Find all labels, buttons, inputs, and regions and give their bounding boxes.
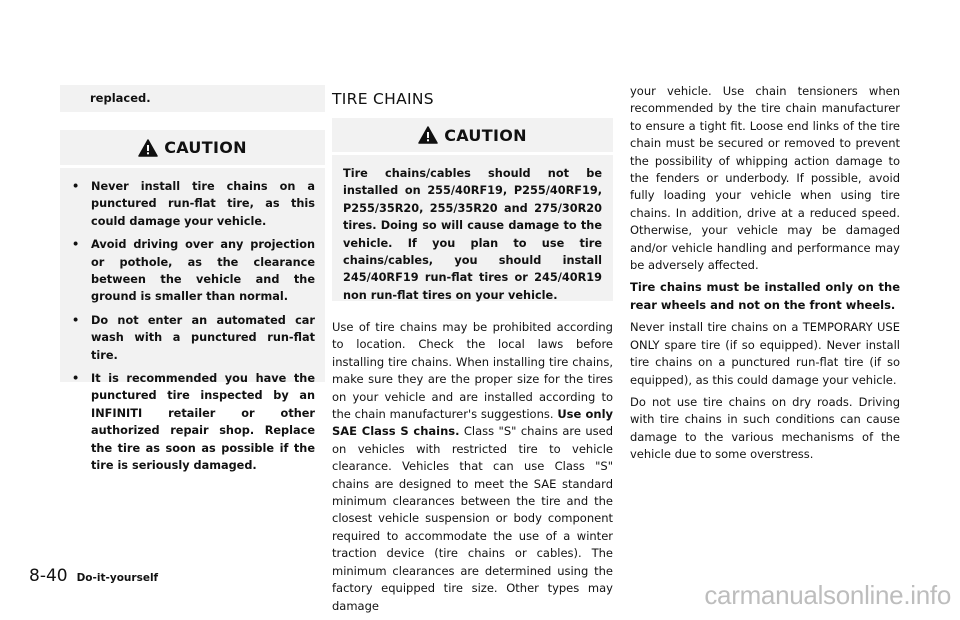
watermark: carmanualsonline.info <box>704 580 951 610</box>
caution-header <box>60 130 325 165</box>
paragraph <box>630 279 900 314</box>
caution-body <box>60 168 325 473</box>
caution-header <box>332 118 613 152</box>
caution-item: • Avoid driving over any projection or pothole, as the clearance between the vehicle and the ground is smaller than normal. <box>72 236 315 306</box>
caution-label: CAUTION <box>164 138 247 157</box>
paragraph: Never install tire chains on a TEMPORARY USE ONLY spare tire (if so equipped). Never install tire chains on a punctured run-flat tire (if so equipped), as this could damage your vehicle. <box>630 320 900 387</box>
text: Class "S" chains are used on vehicles with restricted tire to vehicle clearance. Vehicles that can use Class "S" chains are designed to meet the SAE standard minimum clearances between the tire and the closest vehicle suspension or body component required to accommodate the use of a winter traction device (tire chains or cables). The minimum clearances are determined using the factory equipped tire size. Other types may damage <box>332 424 614 613</box>
body-text <box>332 319 613 620</box>
caution-list <box>72 178 315 475</box>
caution-item: • It is recommended you have the punctured tire inspected by an INFINITI retailer or other authorized repair shop. Replace the tire as soon as possible if the tire is seriously damaged. <box>72 370 315 474</box>
paragraph: Do not use tire chains on dry roads. Driving with tire chains in such conditions can cause damage to the various mechanisms of the vehicle due to some overstress. <box>630 394 900 462</box>
bold-text: Tire chains must be installed only on the rear wheels and not on the front wheels. <box>630 280 900 312</box>
section-name: Do-it-yourself <box>76 572 159 584</box>
section-title: TIRE CHAINS <box>332 90 434 108</box>
page-footer <box>29 566 158 586</box>
caution-item: • Do not enter an automated car wash with a punctured run-flat tire. <box>72 312 315 364</box>
text: Use of tire chains may be prohibited according to location. Check the local laws before installing tire chains. When installing tire chains, make sure they are the proper size for the tires on your vehicle and are installed according to the chain manufacturer's suggestions. <box>332 320 613 422</box>
replaced-text: replaced. <box>60 85 325 112</box>
paragraph: your vehicle. Use chain tensioners when recommended by the tire chain manufacturer to ensure a tight fit. Loose end links of the tire chain must be secured or removed to prevent the possibility of whipping action damage to the fenders or underbody. If possible, avoid fully loading your vehicle when using tire chains. In addition, drive at a reduced speed. Otherwise, your vehicle may be damaged and/or vehicle handling and performance may be adversely affected. <box>630 84 900 273</box>
caution-item: • Never install tire chains on a punctured run-flat tire, as this could damage your vehicle. <box>72 178 315 230</box>
bold-text: Use only SAE Class S chains. <box>332 407 614 439</box>
warning-triangle-icon <box>418 126 438 144</box>
caution-label: CAUTION <box>444 125 527 145</box>
body-text <box>630 83 900 469</box>
warning-triangle-icon <box>138 139 158 157</box>
page-number: 8-40 <box>29 566 68 586</box>
caution-body: Tire chains/cables should not be installed on 255/40RF19, P255/40RF19, P255/35R20, 255/35R20 and 275/30R20 tires. Doing so will cause damage to the vehicle. If you plan to use tire chains/cables, you should install 245/40RF19 run-flat tires or 245/40R19 non run-flat tires on your vehicle. <box>332 155 613 301</box>
paragraph <box>332 319 613 615</box>
